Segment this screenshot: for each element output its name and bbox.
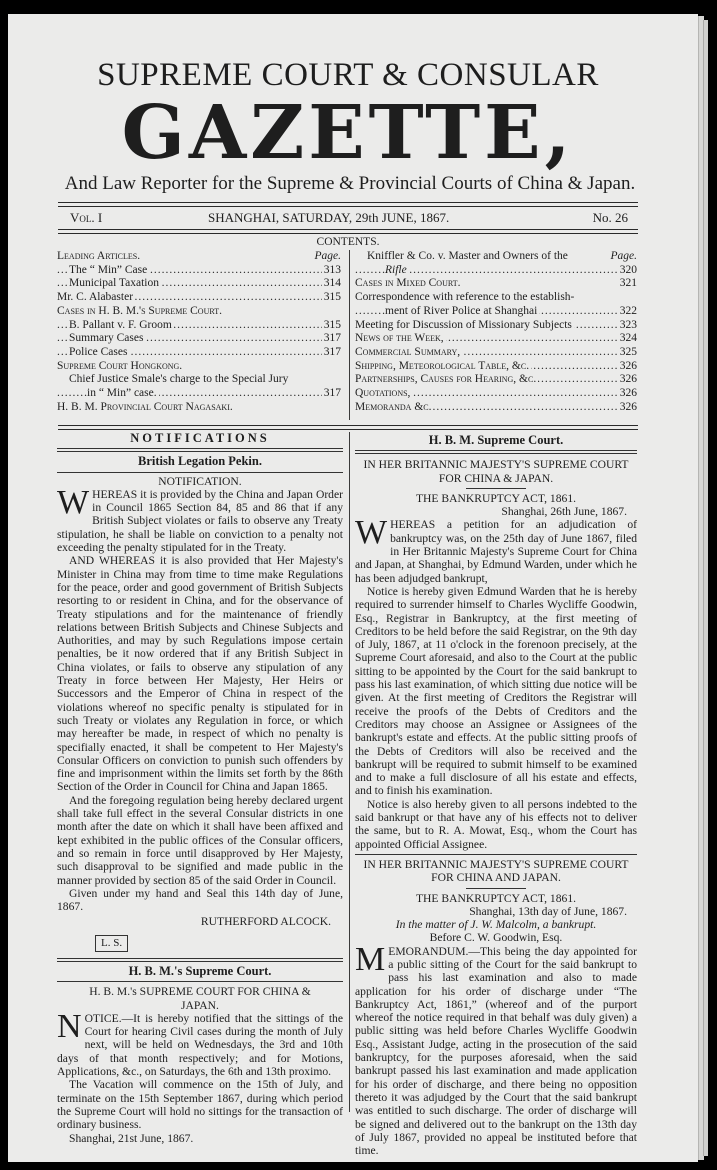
- contents-divider: [349, 250, 350, 420]
- seal-mark: L. S.: [95, 935, 128, 952]
- toc-entry[interactable]: Cases in Mixed Court. 321: [355, 277, 637, 290]
- left-column: [57, 432, 343, 1145]
- toc-entry[interactable]: Supreme Court Hongkong.: [57, 359, 183, 372]
- toc-entry[interactable]: in “ Min” case. 317 .....: [57, 387, 341, 401]
- case1-court-title: IN HER BRITANNIC MAJESTY'S SUPREME COURT FOR CHINA & JAPAN.: [363, 458, 629, 485]
- toc-entry[interactable]: Municipal Taxation 314 .....: [57, 277, 341, 291]
- masthead-tagline: And Law Reporter for the Supreme & Provincial Courts of China & Japan.: [64, 173, 636, 194]
- masthead-title-gazette: GAZETTE,: [121, 90, 575, 176]
- court-notice-para-1: NOTICE.—It is hereby notified that the sittings of the Court for hearing Civil cases during the month of July next, will be held on Wednesdays, the 3rd and 10th days of that month respectively; and for Motions, Applications, &c., on Saturdays, the 6th and 13th proximo.: [57, 1007, 343, 1079]
- toc-entry[interactable]: ment of River Police at Shanghai 322 .....: [355, 305, 637, 319]
- short-rule: [466, 488, 526, 489]
- toc-entry[interactable]: Correspondence with reference to the establish-: [355, 291, 575, 304]
- court-notice-para-2: The Vacation will commence on the 15th of July, and terminate on the 15th September 1867, during which period the Supreme Court will hold no sittings for the transaction of ordinary business.: [57, 1078, 343, 1132]
- case2-court-title: IN HER BRITANNIC MAJESTY'S SUPREME COURT FOR CHINA AND JAPAN.: [363, 857, 629, 885]
- toc-entry[interactable]: The “ Min” Case 313 .....: [57, 264, 341, 278]
- notification-title: NOTIFICATION.: [158, 474, 242, 488]
- toc-entry[interactable]: Memoranda &c. 326 .....: [355, 401, 637, 415]
- court-title: H. B. M.'s SUPREME COURT FOR CHINA & JAPAN.: [89, 985, 311, 1012]
- issue-number: No. 26: [592, 210, 628, 225]
- toc-entry[interactable]: Kniffler & Co. v. Master and Owners of the Page.: [367, 250, 637, 262]
- toc-entry[interactable]: Cases in H. B. M.'s Supreme Court.: [57, 304, 222, 317]
- toc-entry[interactable]: News of the Week, 324 .....: [355, 332, 637, 346]
- short-rule: [466, 888, 526, 889]
- case2-act-title: THE BANKRUPTCY ACT, 1861.: [415, 891, 577, 905]
- subhead-hbm-supreme-court-right: H. B. M. Supreme Court.: [428, 433, 564, 447]
- case1-para-1: WHEREAS a petition for an adjudication of bankruptcy was, on the 25th day of June 1867, filed in Her Britannic Majesty's Supreme Court for China and Japan, at Shanghai, by Edmund Warden, under which he has been adjudged bankrupt,: [355, 514, 637, 585]
- rule: [57, 958, 343, 962]
- notification-para-3: And the foregoing regulation being hereby declared urgent shall take full effect in the several Consular districts in one month after the date on which it shall have been affixed and kept exhibited in the public offices of the Consular officers, and so remain in force until disapproved by Her Majesty, such disapproval to be signified and made public in the manner provided by section 85 of the said Order in Council.: [57, 793, 343, 887]
- place-date: SHANGHAI, SATURDAY, 29th JUNE, 1867.: [208, 210, 450, 225]
- rule: [57, 472, 343, 473]
- case1-para-3: Notice is also hereby given to all persons indebted to the said bankrupt or that have any of his effects not to deliver the same, but to R. A. Mowat, Esq., whom the Court has appointed Official Assignee.: [355, 797, 637, 851]
- rule: [57, 448, 343, 452]
- dateline-rule: [58, 229, 638, 234]
- contents-left: [57, 250, 341, 414]
- toc-entry[interactable]: Rifle 320 .....: [355, 264, 637, 278]
- notification-para-2: AND WHEREAS it is also provided that Her Majesty's Minister in China may from time to time make Regulations for the peace, order and good government of British Subjects resorting to or resident in China, and for the observance of Treaty stipulations and for the maintenance of friendly relations between British Subjects and Chinese Subjects and Authorities, and may by such Regulations impose certain penalties, be it now ordered that if any British Subject in China violates, or fails to observe any stipulation of any Treaty in force between Her Majesty, Her Heirs or Successors and the Emperor of China in respect of the violations whereof no specific penalty is stipulated for in such Treaty or violates any Regulation in force, or which may hereafter be made, in respect of which no penalty is specifially enacted, it shall be competent to Her Majesty's Consular Officers on conviction to punish such offenders by fine and imprisonment within the limits set forth by the 86th Section of the Order in Council for China and Japan 1865.: [57, 554, 343, 794]
- page-edge-back: [703, 20, 708, 1156]
- subhead-british-legation: British Legation Pekin.: [138, 454, 262, 469]
- case1-dateline: Shanghai, 26th June, 1867.: [501, 505, 627, 519]
- toc-entry[interactable]: Leading Articles. Page.: [57, 250, 341, 262]
- right-column: [355, 432, 637, 1157]
- toc-entry[interactable]: Commercial Summary, 325 .....: [355, 346, 637, 360]
- masthead-title-line1: SUPREME COURT & CONSULAR: [97, 57, 599, 93]
- toc-entry[interactable]: Summary Cases 317 .....: [57, 332, 341, 346]
- toc-entry[interactable]: Partnerships, Causes for Hearing, &c. 326 .....: [355, 373, 637, 387]
- contents-bottom-rule: [58, 425, 638, 430]
- contents-title: CONTENTS.: [316, 236, 380, 248]
- toc-entry[interactable]: Police Cases 317 .....: [57, 346, 341, 360]
- rule: [57, 981, 343, 982]
- case2-before: Before C. W. Goodwin, Esq.: [429, 931, 563, 945]
- toc-entry[interactable]: Quotations, 326 .....: [355, 387, 637, 401]
- rule: [355, 854, 637, 855]
- notification-para-1: WHEREAS it is provided by the China and Japan Order in Council 1865 Section 84, 85 and 86 that if any British Subject violates or fails to observe any Treaty stipulation, he shall be liable on conviction to a penalty not exceeding the penalty stipulated for in the Treaty.: [57, 483, 343, 555]
- toc-entry[interactable]: Chief Justice Smale's charge to the Special Jury: [69, 373, 289, 386]
- case1-act-title: THE BANKRUPTCY ACT, 1861.: [415, 491, 577, 505]
- toc-entry[interactable]: Mr. C. Alabaster 315 .....: [57, 291, 341, 305]
- dateline: [58, 210, 638, 228]
- case2-dateline: Shanghai, 13th day of June, 1867.: [469, 904, 627, 918]
- column-divider: [349, 432, 350, 1112]
- section-title-notifications: NOTIFICATIONS: [130, 431, 270, 445]
- contents-right: [355, 250, 637, 414]
- rule: [355, 450, 637, 454]
- subhead-hbm-supreme-court: H. B. M.'s Supreme Court.: [128, 963, 272, 978]
- toc-entry[interactable]: H. B. M. Provincial Court Nagasaki.: [57, 400, 233, 413]
- case1-para-2: Notice is hereby given Edmund Warden that he is hereby required to surrender himself to Charles Wycliffe Goodwin, Esq., Registrar in Bankruptcy, at the first meeting of Creditors to be held before the said Registrar, on the 9th day of July, 1867, at 11 o'clock in the forenoon precisely, at the Supreme Court aforesaid, and also to the Court at the public sitting to be appointed by the Court for the said bankrupt to pass his last examination, of which sitting due notice will be given. At the first meeting of Creditors the Registrar will receive the proofs of the Debts of Creditors and the Creditors may choose an Assignee or Assignees of the bankrupt's estate and effects. At the public sitting proofs of the Debts of Creditors will also be received and the bankrupt will be required to submit himself to be examined and to make a full disclosure of all his estate and effects, and to finish his examination.: [355, 584, 637, 798]
- case2-memorandum: MEMORANDUM.—This being the day appointed for a public sitting of the Court for the said bankrupt to pass his last examination and also to made application for his order of discharge under “The Bankruptcy Act, 1861,” (whereof and of the purport whereof the notice required in that behalf was duly given) a public sitting was held before Charles Wycliffe Goodwin Esq., Assistant Judge, acting in the prosecution of the said bankruptcy, for the purposes aforesaid, when the said bankrupt passed his last examination and made application for his order of discharge, and there being no opposition thereto it was adjudged by the Court that the said bankrupt was entitled to such discharge. The order of discharge will be signed and delivered out to the bankrupt on the 13th day of July 1867, provided no appeal be instituted before that time.: [355, 940, 637, 1158]
- notification-para-4: Given under my hand and Seal this 14th day of June, 1867.: [57, 886, 343, 914]
- toc-entry[interactable]: Meeting for Discussion of Missionary Subjects 323 .....: [355, 319, 637, 333]
- signature: RUTHERFORD ALCOCK.: [200, 915, 331, 929]
- court-notice-dateline: Shanghai, 21st June, 1867.: [69, 1131, 194, 1145]
- toc-entry[interactable]: Shipping, Meteorological Table, &c. 326 .....: [355, 360, 637, 374]
- toc-entry[interactable]: B. Pallant v. F. Groom 315 .....: [57, 319, 341, 333]
- masthead-rule: [58, 202, 638, 207]
- case2-matter: In the matter of J. W. Malcolm, a bankrupt.: [395, 918, 597, 932]
- volume-number: Vol. I: [70, 210, 103, 225]
